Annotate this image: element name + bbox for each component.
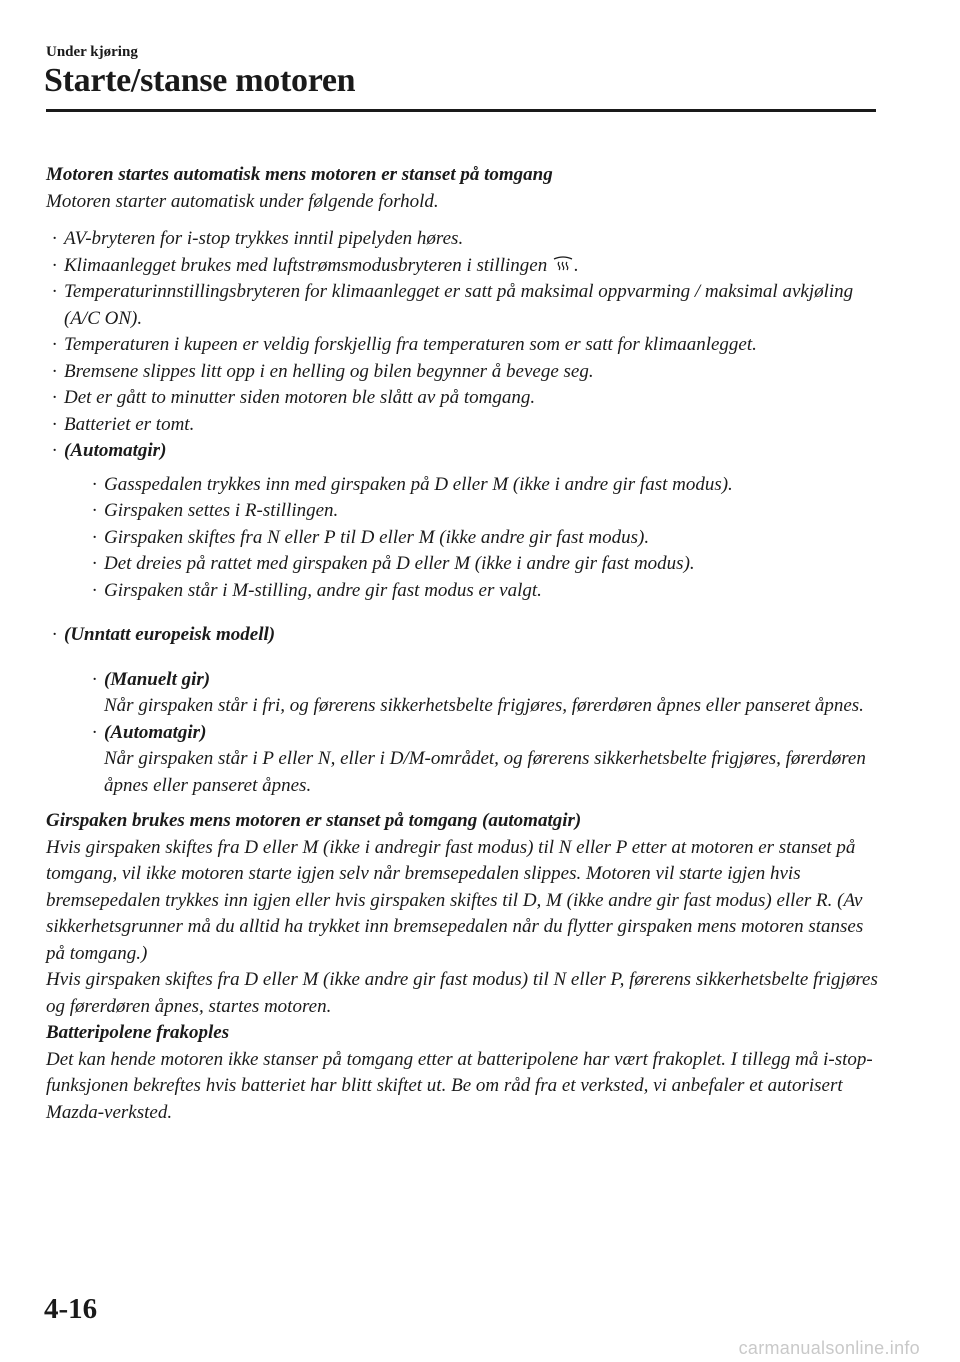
list-item-non-european: · (Unntatt europeisk modell) · (Manuelt gir) Når girspaken står i fri, og førerens sikkerhetsbelte frigjøres, førerdøren åpnes eller panseret åpnes. · (Automatgir) Når girspaken står i P eller N, eller i D/M-området, og førerens sikkerhetsbelte frigjøres, førerdøren åpnes eller panseret åpnes. [46, 622, 886, 799]
list-item: · Girspaken står i M-stilling, andre gir fast modus er valgt. [92, 579, 542, 601]
list-item: · Temperaturen i kupeen er veldig forskjellig fra temperaturen som er satt for klimaanlegget. [52, 334, 757, 355]
list-item: · AV-bryteren for i-stop trykkes inntil pipelyden høres. [52, 228, 464, 249]
list-item: · Girspaken skiftes fra N eller P til D eller M (ikke andre gir fast modus). [92, 526, 650, 548]
list-item: · (Automatgir) Når girspaken står i P eller N, eller i D/M-området, og førerens sikkerhetsbelte frigjøres, førerdøren åpnes eller panseret åpnes. [92, 721, 866, 796]
list-item: · (Manuelt gir) Når girspaken står i fri, og førerens sikkerhetsbelte frigjøres, førerdøren åpnes eller panseret åpnes. [92, 668, 864, 716]
windshield-defroster-icon [552, 254, 574, 270]
header-divider [46, 109, 876, 112]
list-item: · Girspaken settes i R-stillingen. [92, 500, 339, 521]
main-content [46, 162, 886, 1126]
page-title: Starte/stanse motoren [44, 62, 356, 99]
list-item: · Det er gått to minutter siden motoren ble slått av på tomgang. [52, 387, 536, 408]
section-heading-gear-lever: Girspaken brukes mens motoren er stanset på tomgang (automatgir) [46, 810, 582, 831]
paragraph: Hvis girspaken skiftes fra D eller M (ikke i andregir fast modus) til N eller P etter at motoren er stanset på tomgang, vil ikke motoren starte igjen selv når bremsepedalen slippes. Motoren vil starte igjen hvis bremsepedalen trykkes inn igjen eller hvis girspaken skiftes til D, M (ikke andre gir fast modus) eller R. (Av sikkerhetsgrunner må du alltid ha trykket inn bremsepedalen når du flytter girspaken mens motoren stanses på tomgang.) [46, 836, 864, 964]
section-heading-battery: Batteripolene frakoples [46, 1022, 230, 1043]
watermark: carmanualsonline.info [738, 1338, 920, 1358]
list-item-automatic: · (Automatgir) · Gasspedalen trykkes inn med girspaken på D eller M (ikke i andre gir fast modus). · Girspaken settes i R-stillingen. · Girspaken skiftes fra N eller P til D eller M (ikke andre gir fast modus). · Det dreies på rattet med girspaken på D eller M (ikke i andre gir fast modus). · Girspaken står i M-stilling, andre gir fast modus er valgt. [46, 438, 886, 604]
paragraph: Hvis girspaken skiftes fra D eller M (ikke andre gir fast modus) til N eller P, førerens sikkerhetsbelte frigjøres og førerdøren åpnes, startes motoren. [46, 969, 878, 1017]
paragraph: Det kan hende motoren ikke stanser på tomgang etter at batteripolene har vært frakoplet. I tillegg må i-stop-funksjonen bekreftes hvis batteriet har blitt skiftet ut. Be om råd fra et verksted, vi anbefaler et autorisert Mazda-verksted. [46, 1048, 873, 1123]
section-heading-auto-start: Motoren startes automatisk mens motoren er stanset på tomgang [46, 164, 553, 185]
list-item: · Batteriet er tomt. [52, 413, 195, 435]
list-item: · Gasspedalen trykkes inn med girspaken på D eller M (ikke i andre gir fast modus). [92, 473, 733, 495]
list-item: · Bremsene slippes litt opp i en helling og bilen begynner å bevege seg. [52, 360, 594, 382]
conditions-list [46, 226, 886, 799]
automatic-sublist [64, 472, 886, 605]
list-item: · Temperaturinnstillingsbryteren for klimaanlegget er satt på maksimal oppvarming / maksimal avkjøling (A/C ON). [52, 281, 854, 329]
list-item: · Klimaanlegget brukes med luftstrømsmodusbryteren i stillingen . [52, 254, 579, 276]
section-intro: Motoren starter automatisk under følgende forhold. [46, 190, 439, 212]
page-number: 4-16 [44, 1293, 98, 1325]
header-section-label: Under kjøring [46, 44, 138, 60]
list-item: · Det dreies på rattet med girspaken på D eller M (ikke i andre gir fast modus). [92, 553, 695, 574]
non-european-sublist [64, 667, 886, 800]
